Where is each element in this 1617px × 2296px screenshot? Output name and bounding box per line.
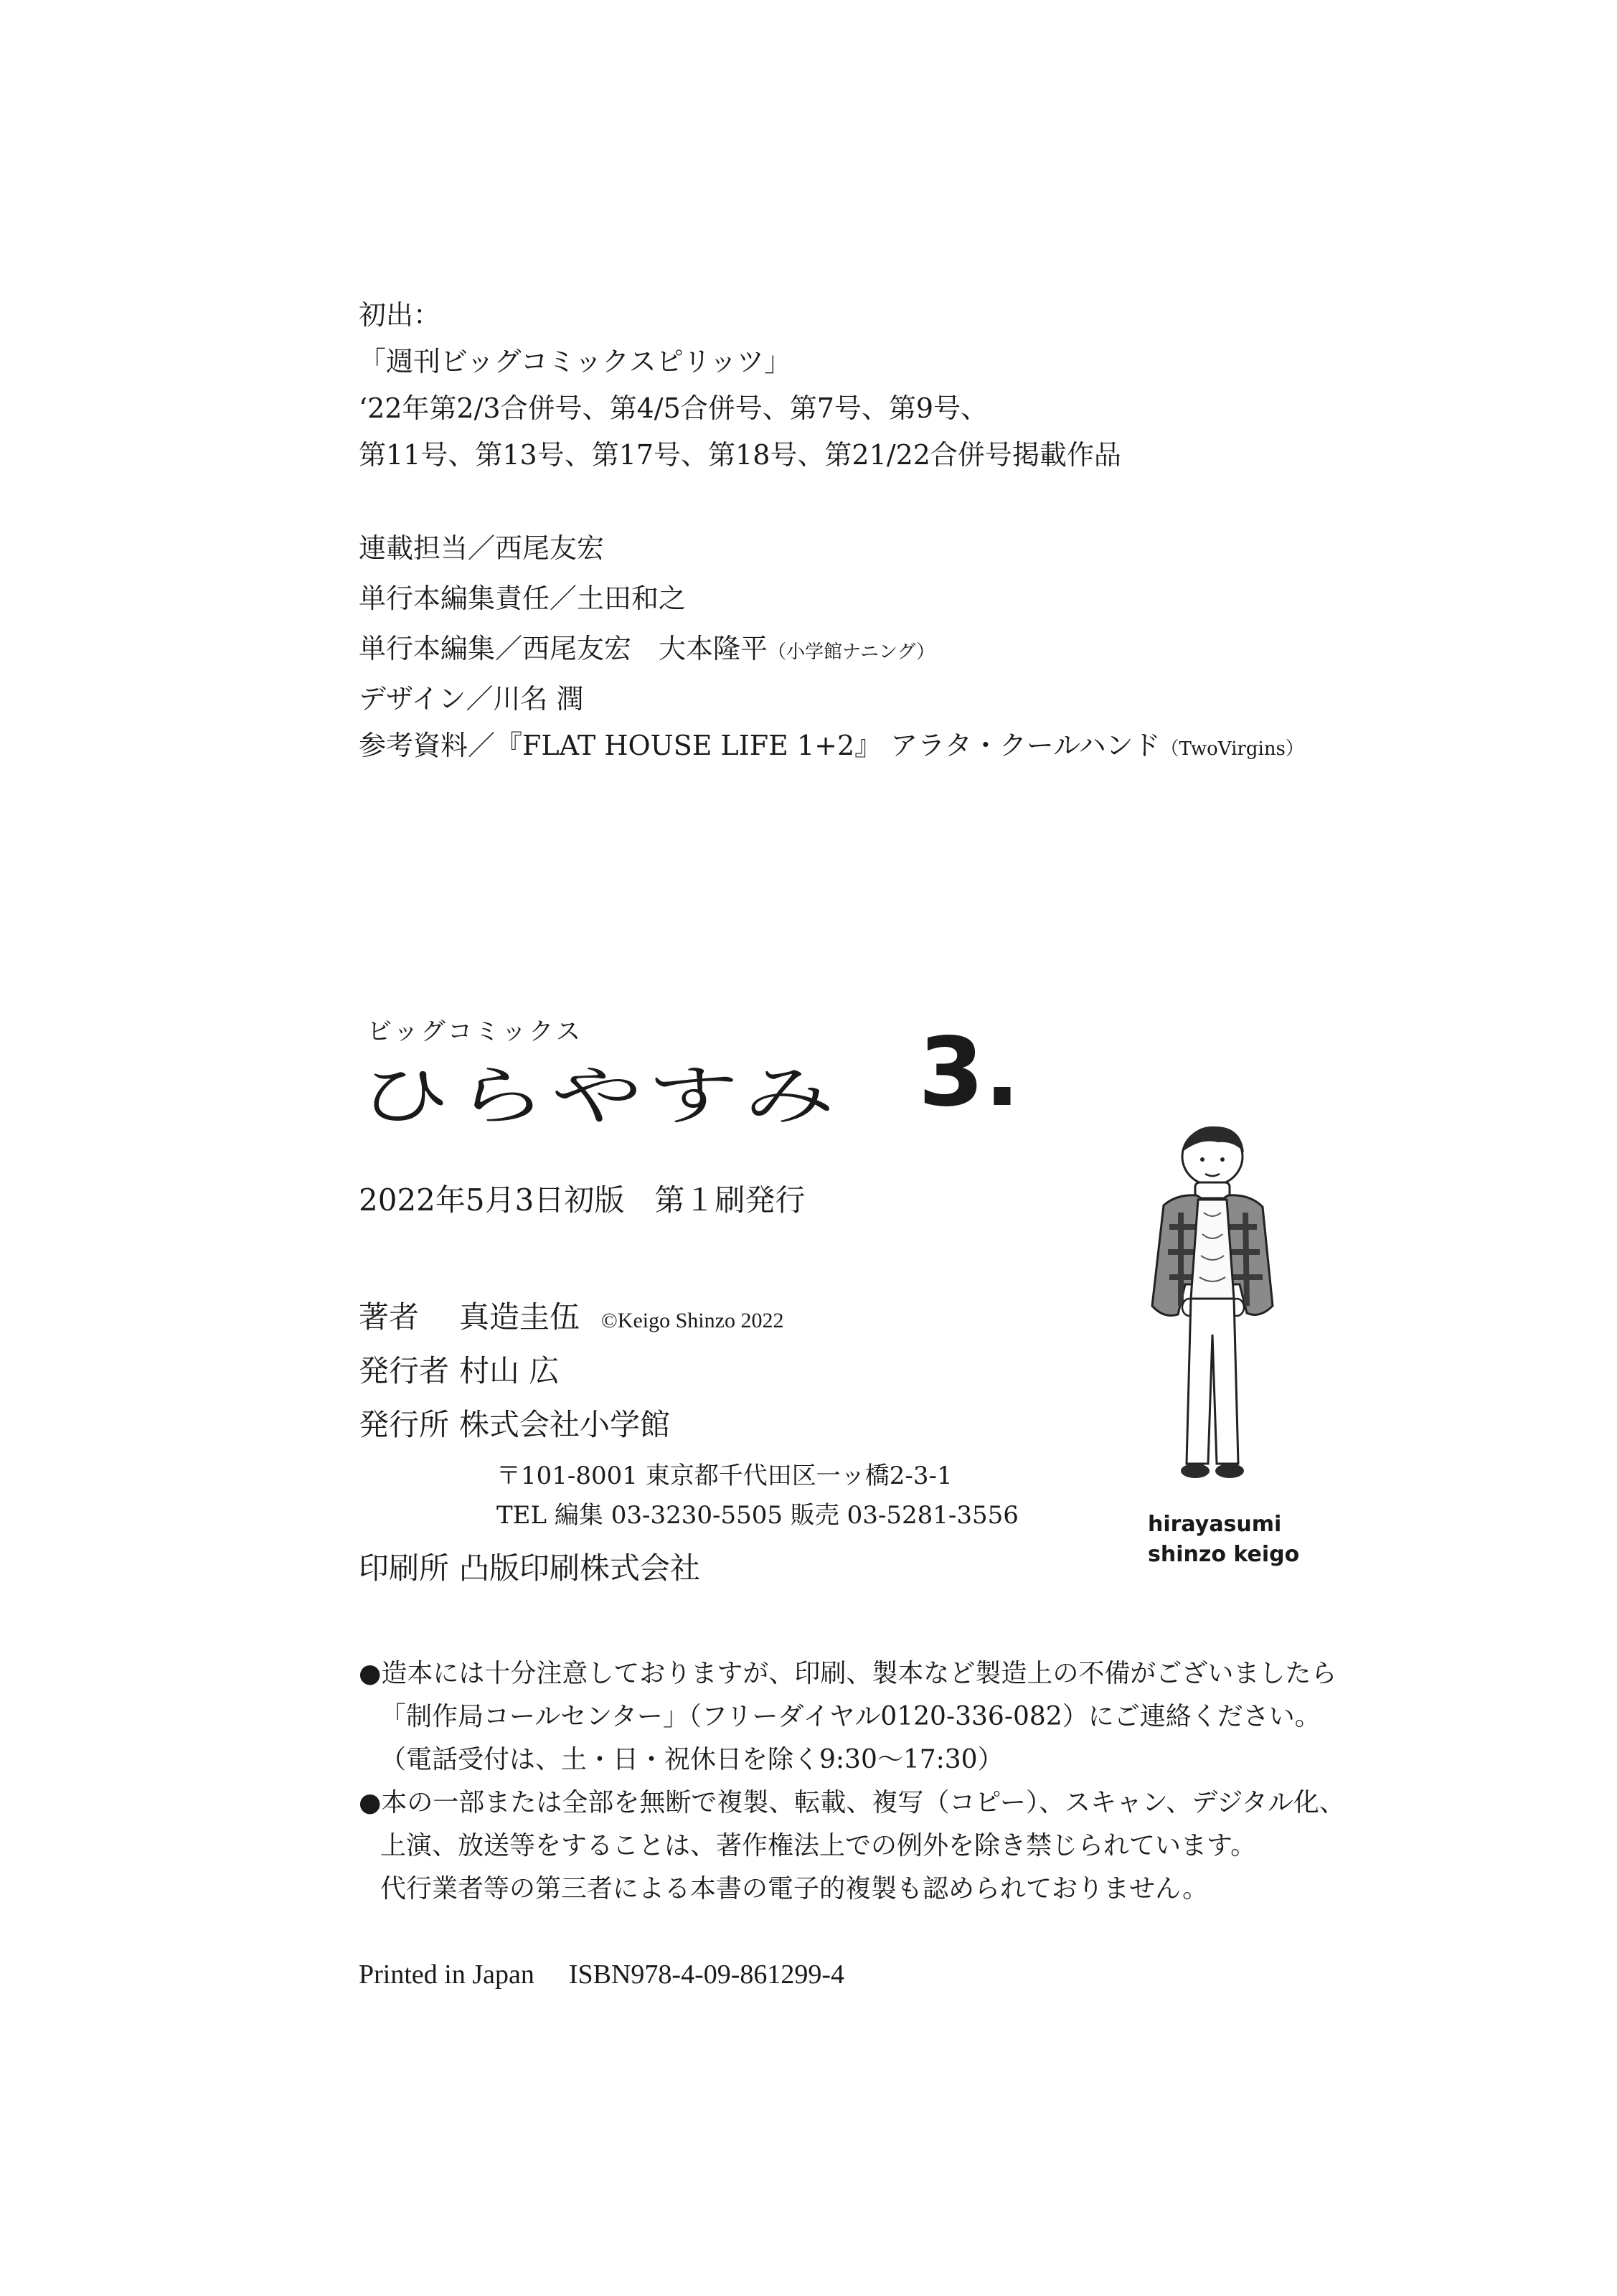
author-name: 真造圭伍: [459, 1299, 580, 1335]
publisher-person-label: 発行者: [359, 1353, 450, 1388]
publisher-label: 発行所: [359, 1407, 450, 1442]
first-publication-heading: 初出：: [359, 299, 441, 331]
design-credit: デザイン／川名 潤: [359, 683, 584, 715]
volume-editing-names: 単行本編集／西尾友宏 大本隆平: [359, 633, 768, 664]
publisher-address: 〒101-8001 東京都千代田区一ッ橋2-3-1: [496, 1462, 953, 1490]
volume-editor-chief: 単行本編集責任／土田和之: [359, 583, 687, 614]
volume-number: 3.: [918, 1017, 1020, 1128]
publisher-person-name: 村山 広: [459, 1353, 560, 1388]
caption-line-2: shinzo keigo: [1148, 1542, 1300, 1567]
notice-line-4: ●本の一部または全部を無断で複製、転載、複写（コピー）、スキャン、デジタル化、: [359, 1788, 1345, 1817]
edition-line: 2022年5月3日初版 第１刷発行: [359, 1182, 806, 1218]
printed-in: Printed in Japan: [359, 1959, 534, 1990]
publisher-person-row: [359, 1353, 560, 1388]
notice-line-2: 「制作局コールセンター」（フリーダイヤル0120-336-082）にご連絡ください。: [380, 1702, 1321, 1731]
caption-line-1: hirayasumi: [1148, 1512, 1282, 1537]
printer-label: 印刷所: [359, 1551, 450, 1586]
printer-name: 凸版印刷株式会社: [459, 1551, 701, 1586]
notice-line-5: 上演、放送等をすることは、著作権法上での例外を除き禁じられています。: [380, 1831, 1257, 1860]
serial-editor: 連載担当／西尾友宏: [359, 532, 605, 564]
footer-line: [359, 1959, 844, 1990]
publisher-name: 株式会社小学館: [459, 1407, 671, 1442]
author-label: 著者: [359, 1299, 420, 1335]
volume-editing-note: （小学館ナニング）: [768, 641, 935, 663]
reference-publisher: （TwoVirgins）: [1160, 738, 1304, 760]
notice-line-3: （電話受付は、土・日・祝休日を除く9:30〜17:30）: [380, 1745, 1004, 1774]
reference-credit: [359, 732, 1304, 759]
notice-line-6: 代行業者等の第三者による本書の電子的複製も認められておりません。: [380, 1874, 1209, 1904]
isbn: ISBN978-4-09-861299-4: [568, 1959, 845, 1990]
notice-line-1: ●造本には十分注意しておりますが、印刷、製本など製造上の不備がございましたら: [359, 1659, 1337, 1688]
copyright: ©Keigo Shinzo 2022: [601, 1309, 784, 1332]
publisher-tel: TEL 編集 03-3230-5505 販売 03-5281-3556: [496, 1501, 1019, 1530]
series-label: ビッグコミックス: [367, 1017, 583, 1046]
character-illustration: [1126, 1119, 1298, 1492]
issues-line-2: 第11号、第13号、第17号、第18号、第21/22合併号掲載作品: [359, 439, 1121, 471]
author-row: [359, 1299, 784, 1335]
issues-line-1: ‘22年第2/3合併号、第4/5合併号、第7号、第9号、: [359, 392, 989, 424]
book-title: ひらやすみ: [359, 1058, 840, 1134]
publisher-row: [359, 1407, 671, 1442]
printer-row: [359, 1553, 700, 1584]
volume-editing: [359, 635, 935, 662]
reference-title: 参考資料／『FLAT HOUSE LIFE 1+2』 アラタ・クールハンド: [359, 730, 1161, 761]
magazine-name: 「週刊ビッグコミックスピリッツ」: [359, 346, 792, 377]
